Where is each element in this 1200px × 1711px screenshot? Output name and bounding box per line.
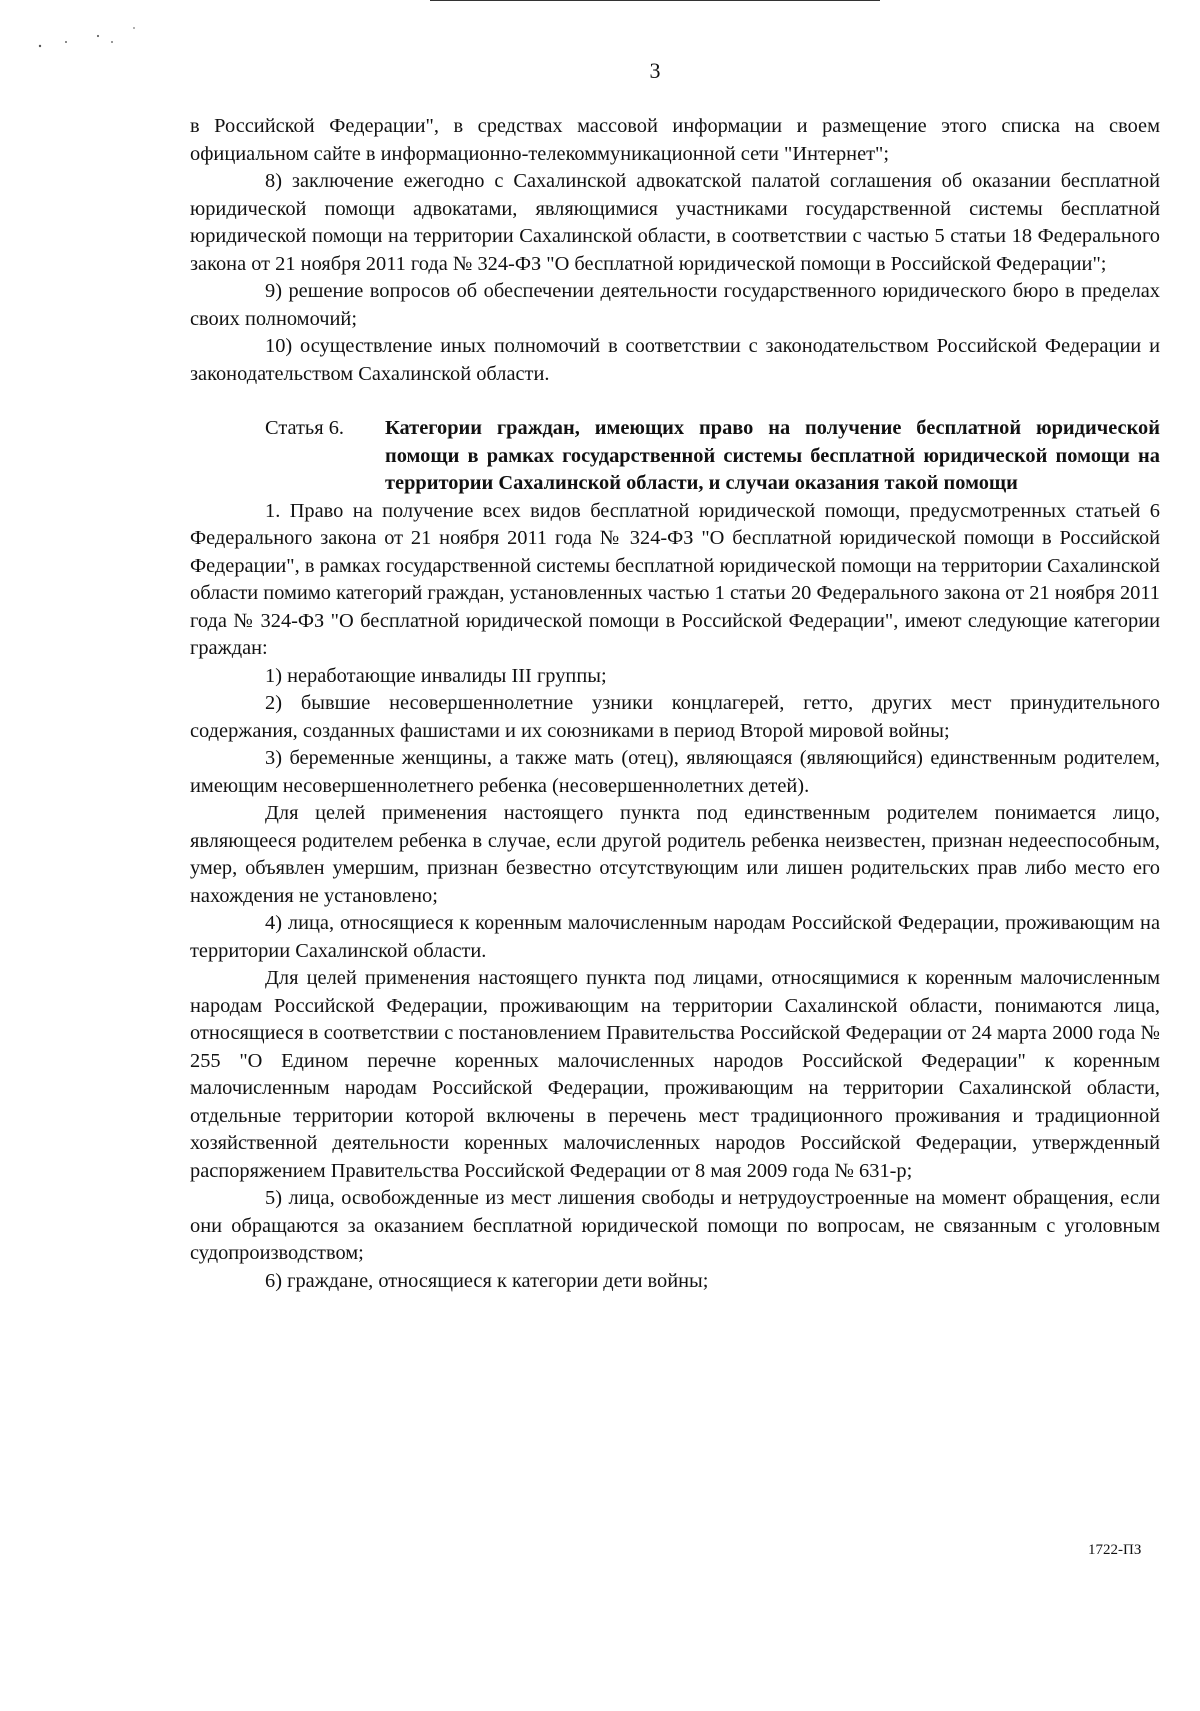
paragraph: Для целей применения настоящего пункта под единственным родителем понимается лицо, являющееся родителем ребенка в случае, если другой родитель ребенка неизвестен, признан недееспособным, умер, объявлен умершим, признан безвестно отсутствующим или лишен родительских прав либо место его нахождения не установлено; xyxy=(190,802,1160,907)
article-heading xyxy=(190,415,1160,498)
scan-edge-line xyxy=(430,0,880,1)
page-number: 3 xyxy=(649,58,661,83)
paragraph: в Российской Федерации", в средствах массовой информации и размещение этого списка на своем официальном сайте в информационно-телекоммуникационной сети "Интернет"; xyxy=(190,115,1160,165)
list-item: 2) бывшие несовершеннолетние узники концлагерей, гетто, других мест принудительного содержания, созданных фашистами и их союзниками в период Второй мировой войны; xyxy=(190,692,1160,742)
paragraph: Для целей применения настоящего пункта под лицами, относящимися к коренным малочисленным народам Российской Федерации, проживающим на территории Сахалинской области, понимаются лица, относящиеся в соответствии с постановлением Правительства Российской Федерации от 24 марта 2000 года № 255 "О Едином перечне коренных малочисленных народов Российской Федерации" к коренным малочисленным народам Российской Федерации, проживающим на территории Сахалинской области, отдельные территории которой включены в перечень мест традиционного проживания и традиционной хозяйственной деятельности коренных малочисленных народов Российской Федерации, утвержденный распоряжением Правительства Российской Федерации от 8 мая 2009 года № 631-р; xyxy=(190,967,1160,1182)
article-label: Статья 6. xyxy=(265,417,344,439)
list-item: 6) граждане, относящиеся к категории дети войны; xyxy=(265,1269,709,1292)
article-title: Категории граждан, имеющих право на получение бесплатной юридической помощи в рамках государственной системы бесплатной юридической помощи на территории Сахалинской области, и случаи оказания такой помощи xyxy=(385,417,1160,494)
list-item: 1) неработающие инвалиды III группы; xyxy=(265,664,607,687)
list-item: 3) беременные женщины, а также мать (отец), являющаяся (являющийся) единственным родителем, имеющим несовершеннолетнего ребенка (несовершеннолетних детей). xyxy=(190,747,1160,797)
paragraph: 9) решение вопросов об обеспечении деятельности государственного юридического бюро в пределах своих полномочий; xyxy=(190,280,1160,330)
document-code: 1722-ПЗ xyxy=(1088,1542,1142,1558)
list-item: 5) лица, освобожденные из мест лишения свободы и нетрудоустроенные на момент обращения, если они обращаются за оказанием бесплатной юридической помощи по вопросам, не связанным с уголовным судопроизводством; xyxy=(190,1187,1160,1264)
scan-specks xyxy=(36,18,146,58)
list-item: 4) лица, относящиеся к коренным малочисленным народам Российской Федерации, проживающим на территории Сахалинской области. xyxy=(190,912,1160,962)
paragraph: 8) заключение ежегодно с Сахалинской адвокатской палатой соглашения об оказании бесплатной юридической помощи адвокатами, являющимися участниками государственной системы бесплатной юридической помощи на территории Сахалинской области, в соответствии с частью 5 статьи 18 Федерального закона от 21 ноября 2011 года № 324-ФЗ "О бесплатной юридической помощи в Российской Федерации"; xyxy=(190,170,1160,275)
paragraph: 1. Право на получение всех видов бесплатной юридической помощи, предусмотренных статьей 6 Федерального закона от 21 ноября 2011 года № 324-ФЗ "О бесплатной юридической помощи в Российской Федерации", в рамках государственной системы бесплатной юридической помощи на территории Сахалинской области помимо категорий граждан, установленных частью 1 статьи 20 Федерального закона от 21 ноября 2011 года № 324-ФЗ "О бесплатной юридической помощи в Российской Федерации", имеют следующие категории граждан: xyxy=(190,499,1160,659)
document-body xyxy=(190,113,1160,1295)
paragraph: 10) осуществление иных полномочий в соответствии с законодательством Российской Федерации и законодательством Сахалинской области. xyxy=(190,335,1160,385)
